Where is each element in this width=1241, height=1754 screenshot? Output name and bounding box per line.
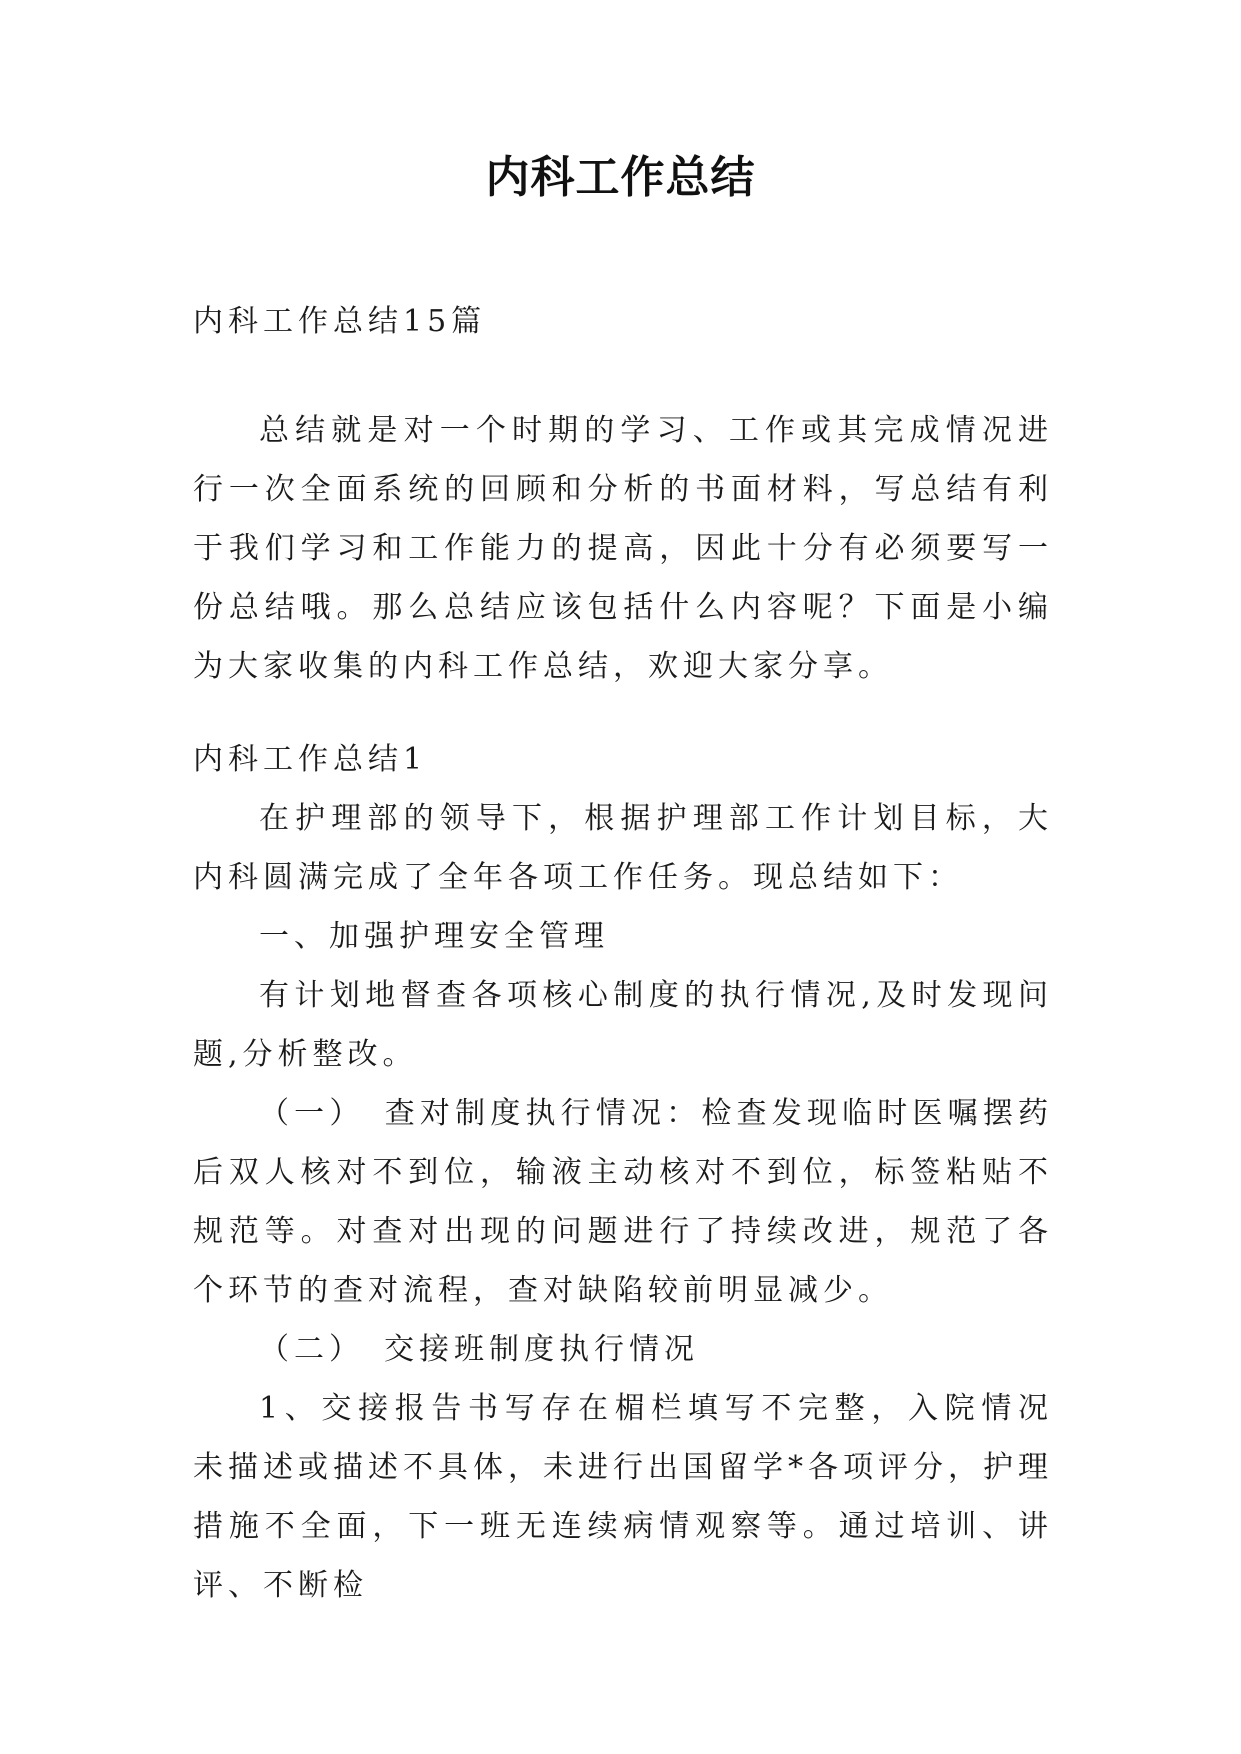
intro-paragraph	[193, 401, 1053, 696]
heading-safety-management: 一、加强护理安全管理	[259, 919, 609, 954]
paragraph-3: （一） 查对制度执行情况：检查发现临时医嘱摆药后双人核对不到位，输液主动核对不到位，标签粘贴不规范等。对查对出现的问题进行了持续改进，规范了各个环节的查对流程，查对缺陷较前明显减少。	[193, 1096, 1053, 1308]
document-subtitle: 内科工作总结15篇	[193, 304, 487, 339]
intro-text: 总结就是对一个时期的学习、工作或其完成情况进行一次全面系统的回顾和分析的书面材料，写总结有利于我们学习和工作能力的提高，因此十分有必须要写一份总结哦。那么总结应该包括什么内容呢？下面是小编为大家收集的内科工作总结，欢迎大家分享。	[193, 413, 1053, 684]
paragraph-4: 1、交接报告书写存在楣栏填写不完整，入院情况未描述或描述不具体，未进行出国留学*各项评分，护理措施不全面，下一班无连续病情观察等。通过培训、讲评、不断检	[193, 1391, 1053, 1603]
paragraph-1: 在护理部的领导下，根据护理部工作计划目标，大内科圆满完成了全年各项工作任务。现总结如下：	[193, 801, 1053, 895]
paragraph-2: 有计划地督查各项核心制度的执行情况,及时发现问题,分析整改。	[193, 978, 1053, 1072]
section-heading: 内科工作总结1	[193, 742, 428, 777]
section-1	[193, 730, 1053, 1615]
heading-handover: （二） 交接班制度执行情况	[259, 1332, 699, 1367]
page-title: 内科工作总结	[485, 152, 756, 203]
